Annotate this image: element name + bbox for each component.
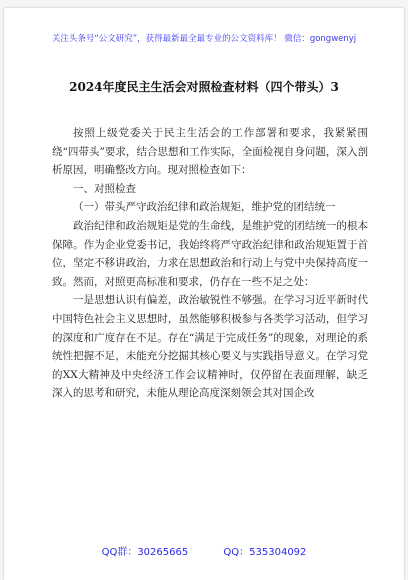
document-title: 2024年度民主生活会对照检查材料（四个带头）3: [69, 80, 339, 94]
contact-footer: [4, 543, 404, 558]
body-paragraph: 一是思想认识有偏差，政治敏锐性不够强。在学习习近平新时代中国特色社会主义思想时，虽然能够积极参与各类学习活动，但学习的深度和广度存在不足。存在“满足于完成任务”的现象，对理论的系统性把握不足，未能充分挖掘其核心要义与实践指导意义。在学习党的XX大精神及中央经济工作会议精神时，仅停留在表面理解，缺乏深入的思考和研究，未能从理论高度深刻领会其对国企改: [52, 294, 368, 400]
body-paragraph: 政治纪律和政治规矩是党的生命线，是维护党的团结统一的根本保障。作为企业党委书记，我始终将严守政治纪律和政治规矩置于首位，坚定不移讲政治，力求在思想政治和行动上与党中央保持高度一致。然而，对照更高标准和要求，仍存在一些不足之处：: [52, 219, 368, 288]
qq-contact-text: QQ：535304092: [223, 547, 307, 558]
qq-group-text: QQ群：30265665: [101, 547, 189, 558]
subsection-heading: （一）带头严守政治纪律和政治规矩，维护党的团结统一: [73, 201, 336, 214]
section-heading: 一、对照检查: [73, 182, 136, 195]
document-body: [52, 124, 368, 403]
document-page: [4, 8, 404, 580]
intro-paragraph: 按照上级党委关于民主生活会的工作部署和要求，我紧紧围绕“四带头”要求，结合思想和工作实际，全面检视自身问题，深入剖析原因，明确整改方向。现对照检查如下：: [52, 127, 368, 177]
promo-banner: 关注头条号“公文研究”，获得最新最全最专业的公文资料库！ 微信：gongwenyj: [51, 34, 357, 44]
